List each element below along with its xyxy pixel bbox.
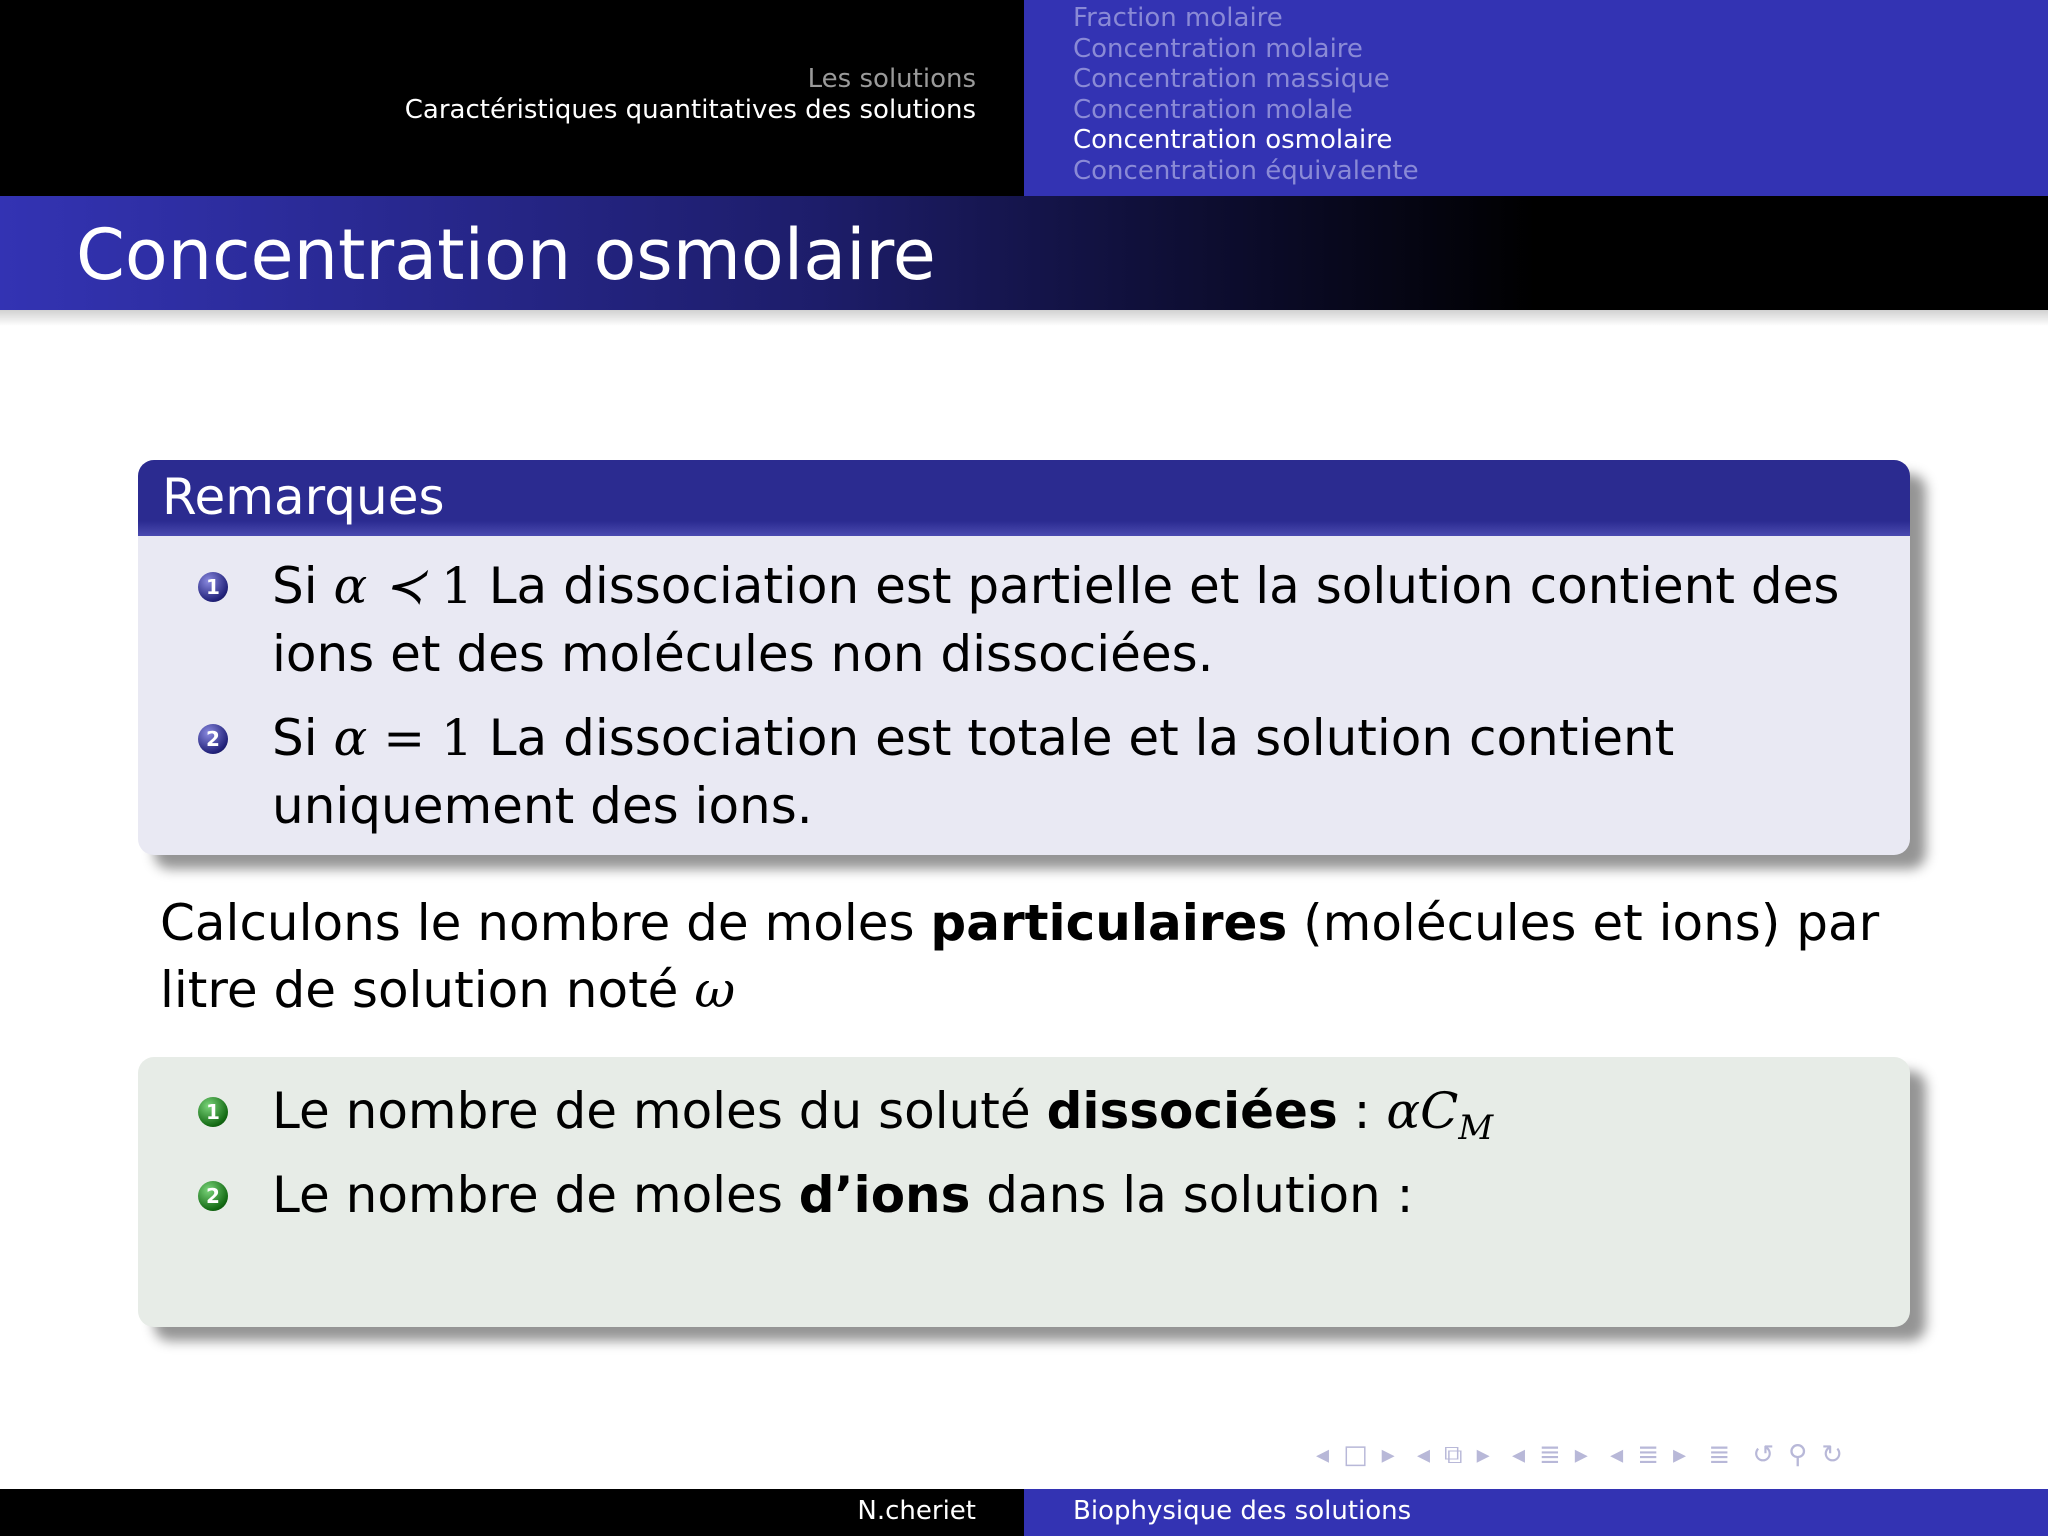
toc-item-concentration-equivalente[interactable]: Concentration équivalente bbox=[1073, 155, 1419, 186]
footer-title-panel bbox=[1024, 1489, 2048, 1536]
example-block bbox=[138, 1057, 1910, 1327]
toc-item-concentration-osmolaire[interactable]: Concentration osmolaire bbox=[1073, 125, 1393, 156]
toc-item-concentration-molale[interactable]: Concentration molale bbox=[1073, 94, 1353, 125]
remarks-block-title: Remarques bbox=[162, 468, 445, 526]
item-text: Le nombre de moles du soluté dissociées : $\alpha C_M$ bbox=[272, 1082, 1494, 1148]
nav-search-icon[interactable]: ⚲ bbox=[1788, 1440, 1808, 1470]
nav-next-section-icon[interactable]: ▸ bbox=[1672, 1440, 1687, 1470]
subsection-link[interactable]: Caractéristiques quantitatives des solutions bbox=[404, 95, 976, 125]
item-text: Le nombre de moles d’ions dans la solution : bbox=[272, 1166, 1414, 1224]
list-item bbox=[198, 552, 1888, 688]
nav-forward-icon[interactable]: ↻ bbox=[1821, 1440, 1844, 1470]
footer-title: Biophysique des solutions bbox=[1073, 1496, 1412, 1526]
footer-author-panel bbox=[0, 1489, 1024, 1536]
nav-slide-icon[interactable]: □ bbox=[1343, 1440, 1368, 1470]
header-toc-panel bbox=[1024, 0, 2048, 196]
nav-next-frame-icon[interactable]: ▸ bbox=[1476, 1440, 1490, 1470]
frame-title: Concentration osmolaire bbox=[76, 214, 936, 296]
header bbox=[0, 0, 2048, 196]
nav-subsection-icon[interactable]: ≣ bbox=[1539, 1440, 1561, 1470]
item-text: Si α = 1 La dissociation est totale et la solution contient uniquement des ions. bbox=[272, 709, 1675, 835]
list-item bbox=[198, 1161, 1888, 1229]
nav-prev-frame-icon[interactable]: ◂ bbox=[1416, 1440, 1431, 1470]
toc-list bbox=[1073, 3, 1419, 187]
item-text: Si α ≺ 1 La dissociation est partielle et la solution contient des ions et des molécules non dissociées. bbox=[272, 557, 1840, 683]
footer-author: N.cheriet bbox=[857, 1496, 976, 1526]
list-item bbox=[198, 704, 1888, 840]
toc-item-concentration-molaire[interactable]: Concentration molaire bbox=[1073, 33, 1363, 64]
item-number-badge: 2 bbox=[198, 724, 228, 754]
footer bbox=[0, 1489, 2048, 1536]
body-paragraph: Calculons le nombre de moles particulaires (molécules et ions) par litre de solution noté ω bbox=[160, 894, 1880, 1019]
section-link[interactable]: Les solutions bbox=[807, 64, 976, 94]
remarks-block bbox=[138, 460, 1910, 855]
header-section-panel bbox=[0, 0, 1024, 196]
nav-section-icon[interactable]: ≣ bbox=[1637, 1440, 1659, 1470]
toc-item-concentration-massique[interactable]: Concentration massique bbox=[1073, 64, 1390, 95]
nav-prev-subsection-icon[interactable]: ◂ bbox=[1511, 1440, 1525, 1470]
nav-next-slide-icon[interactable]: ▸ bbox=[1381, 1440, 1395, 1470]
nav-prev-slide-icon[interactable]: ◂ bbox=[1316, 1440, 1330, 1470]
nav-prev-section-icon[interactable]: ◂ bbox=[1610, 1440, 1624, 1470]
item-number-badge: 1 bbox=[198, 572, 228, 602]
nav-frame-icon[interactable]: ⧉ bbox=[1444, 1440, 1463, 1470]
list-item bbox=[198, 1077, 1888, 1162]
toc-item-fraction-molaire[interactable]: Fraction molaire bbox=[1073, 3, 1283, 33]
navigation-symbols bbox=[1316, 1440, 2032, 1480]
nav-back-icon[interactable]: ↺ bbox=[1752, 1440, 1775, 1470]
remarks-block-header bbox=[138, 460, 1910, 536]
nav-document-icon[interactable]: ≣ bbox=[1708, 1440, 1731, 1470]
nav-next-subsection-icon[interactable]: ▸ bbox=[1574, 1440, 1588, 1470]
item-number-badge: 1 bbox=[198, 1097, 228, 1127]
item-number-badge: 2 bbox=[198, 1181, 228, 1211]
frame-title-bar bbox=[0, 196, 2048, 310]
